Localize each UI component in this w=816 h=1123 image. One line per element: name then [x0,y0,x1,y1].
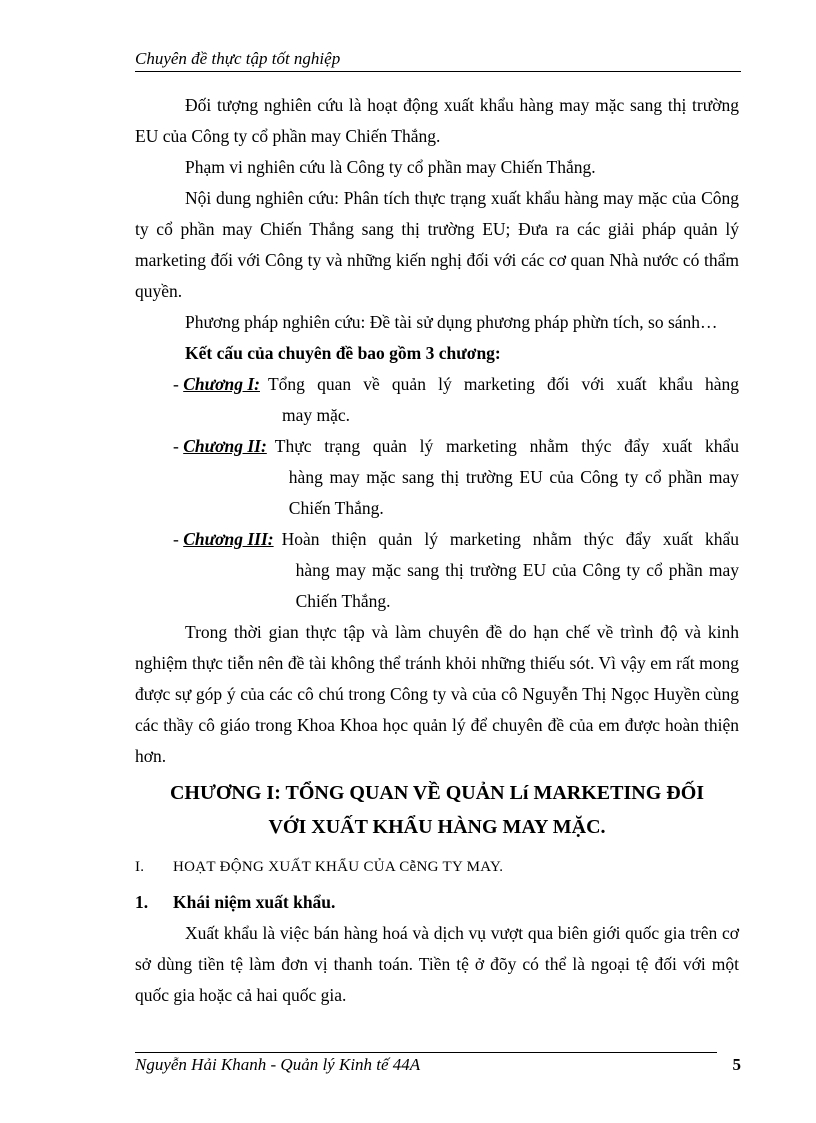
paragraph-export-definition: Xuất khẩu là việc bán hàng hoá và dịch vụ vượt qua biên giới quốc gia trên cơ sở dùng tiền tệ làm đơn vị thanh toán. Tiền tệ ở đõy có thể là ngoại tệ đối với một quốc gia hoặc cả hai quốc gia. [135,923,739,1005]
structure-heading: Kết cấu của chuyên đề bao gồm 3 chương: [185,343,501,363]
chapter-item [173,524,739,617]
page-number: 5 [732,1055,741,1074]
chapter-list [173,369,739,617]
chapter-description: Tổng quan về quản lý marketing đối với xuất khẩu hàng may mặc. [267,374,739,425]
page-footer [135,1052,741,1075]
section-heading [135,852,739,883]
subsection-title: Khái niệm xuất khẩu. [173,892,336,912]
paragraph-research-scope: Phạm vi nghiên cứu là Công ty cổ phần may Chiến Thắng. [185,157,596,177]
paragraph-research-object: Đối tượng nghiên cứu là hoạt động xuất khẩu hàng may mặc sang thị trường EU của Công ty cổ phần may Chiến Thắng. [135,95,739,146]
page-header [135,49,741,72]
chapter-title-line: CHƯƠNG I: TỔNG QUAN VỀ QUẢN Lí MARKETING ĐỐI [169,782,705,804]
subsection-number: 1. [135,892,149,912]
chapter-item [173,431,739,524]
section-title: HOẠT ĐỘNG XUẤT KHẨU CỦA CễNG TY MAY. [173,859,504,875]
chapter-label: - Chương II: [173,436,267,456]
footer-author: Nguyễn Hải Khanh - Quản lý Kinh tế 44A [135,1055,421,1074]
chapter-label: - Chương III: [173,529,274,549]
document-body [135,90,739,1011]
footer-rule [135,1052,717,1053]
section-number: I. [135,859,145,875]
subsection-heading [135,887,739,918]
chapter-label: - Chương I: [173,374,260,394]
chapter-item [173,369,739,431]
header-title: Chuyên đề thực tập tốt nghiệp [135,49,341,68]
paragraph-research-content: Nội dung nghiên cứu: Phân tích thực trạng xuất khẩu hàng may mặc của Công ty cổ phần may Chiến Thắng sang thị trường EU; Đưa ra các giải pháp quản lý marketing đối với Công ty và những kiến nghị đối với các cơ quan Nhà nước có thẩm quyền. [135,188,739,301]
chapter-title [135,776,739,844]
chapter-description: Thực trạng quản lý marketing nhằm thýc đẩy xuất khẩu hàng may mặc sang thị trường EU của Công ty cổ phần may Chiến Thắng. [274,436,739,518]
chapter-title-line: VỚI XUẤT KHẨU HÀNG MAY MẶC. [268,816,606,838]
paragraph-acknowledgement: Trong thời gian thực tập và làm chuyên đề do hạn chế về trình độ và kinh nghiệm thực tiễn nên đề tài không thể tránh khỏi những thiếu sót. Vì vậy em rất mong được sự góp ý của các cô chú trong Công ty và của cô Nguyễn Thị Ngọc Huyền cùng các thầy cô giáo trong Khoa Khoa học quản lý để chuyên đề của em được hoàn thiện hơn. [135,622,739,766]
chapter-description: Hoàn thiện quản lý marketing nhằm thýc đẩy xuất khẩu hàng may mặc sang thị trường EU của Công ty cổ phần may Chiến Thắng. [281,529,739,611]
paragraph-research-method: Phương pháp nghiên cứu: Đề tài sử dụng phương pháp phừn tích, so sánh… [185,312,718,332]
